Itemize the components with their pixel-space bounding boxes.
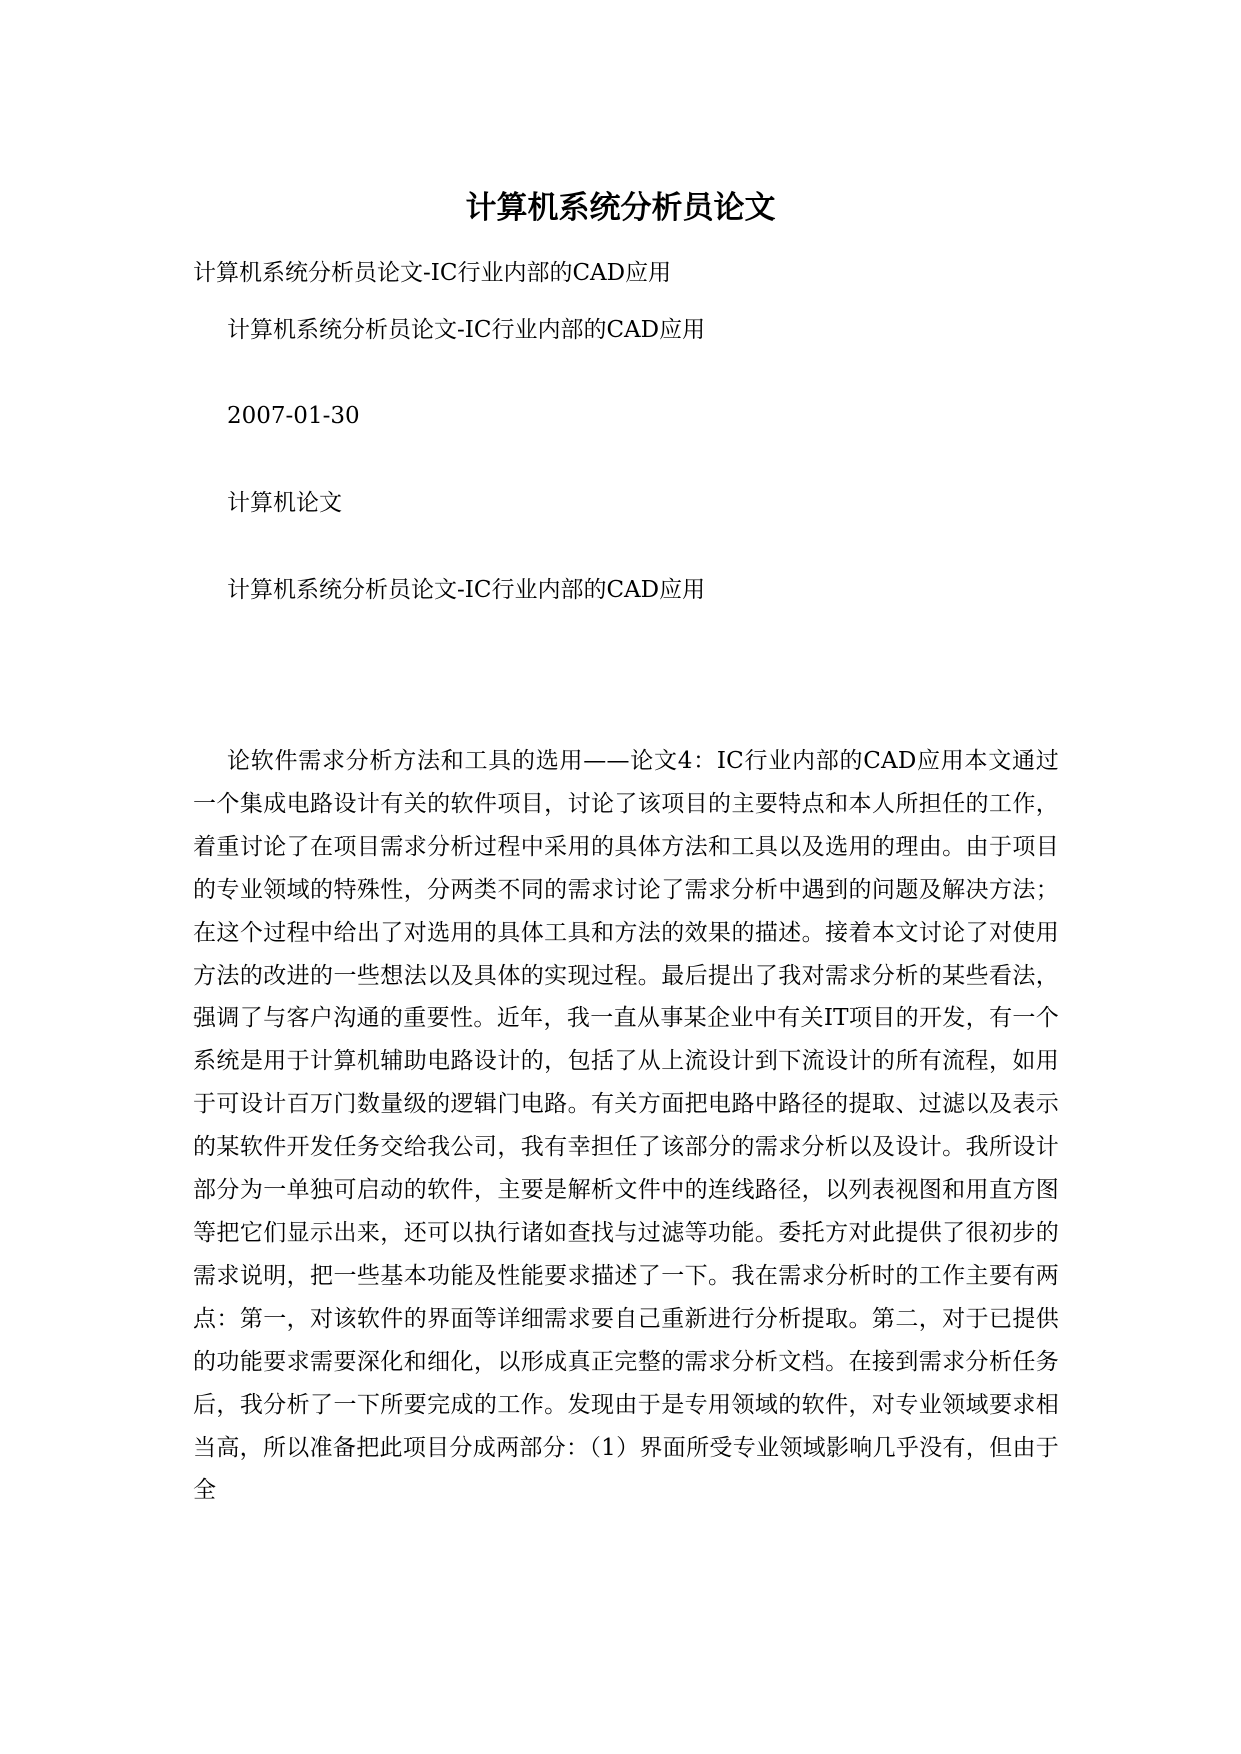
document-subtitle: 计算机系统分析员论文-IC行业内部的CAD应用 <box>193 260 672 286</box>
article-category: 计算机论文 <box>227 490 342 516</box>
article-heading-repeat: 计算机系统分析员论文-IC行业内部的CAD应用 <box>227 577 706 603</box>
article-date: 2007-01-30 <box>227 403 360 429</box>
article-heading: 计算机系统分析员论文-IC行业内部的CAD应用 <box>227 317 706 343</box>
document-title: 计算机系统分析员论文 <box>465 190 776 226</box>
body-paragraph: 论软件需求分析方法和工具的选用——论文4：IC行业内部的CAD应用本文通过一个集成电路设计有关的软件项目，讨论了该项目的主要特点和本人所担任的工作，着重讨论了在项目需求分析过程中采用的具体方法和工具以及选用的理由。由于项目的专业领域的特殊性，分两类不同的需求讨论了需求分析中遇到的问题及解决方法；在这个过程中给出了对选用的具体工具和方法的效果的描述。接着本文讨论了对使用方法的改进的一些想法以及具体的实现过程。最后提出了我对需求分析的某些看法，强调了与客户沟通的重要性。近年，我一直从事某企业中有关IT项目的开发，有一个系统是用于计算机辅助电路设计的，包括了从上流设计到下流设计的所有流程，如用于可设计百万门数量级的逻辑门电路。有关方面把电路中路径的提取、过滤以及表示的某软件开发任务交给我公司，我有幸担任了该部分的需求分析以及设计。我所设计部分为一单独可启动的软件，主要是解析文件中的连线路径，以列表视图和用直方图等把它们显示出来，还可以执行诸如查找与过滤等功能。委托方对此提供了很初步的需求说明，把一些基本功能及性能要求描述了一下。我在需求分析时的工作主要有两点：第一，对该软件的界面等详细需求要自己重新进行分析提取。第二，对于已提供的功能要求需要深化和细化，以形成真正完整的需求分析文档。在接到需求分析任务后，我分析了一下所要完成的工作。发现由于是专用领域的软件，对专业领域要求相当高，所以准备把此项目分成两部分：（1）界面所受专业领域影响几乎没有，但由于全 <box>193 748 1059 1504</box>
